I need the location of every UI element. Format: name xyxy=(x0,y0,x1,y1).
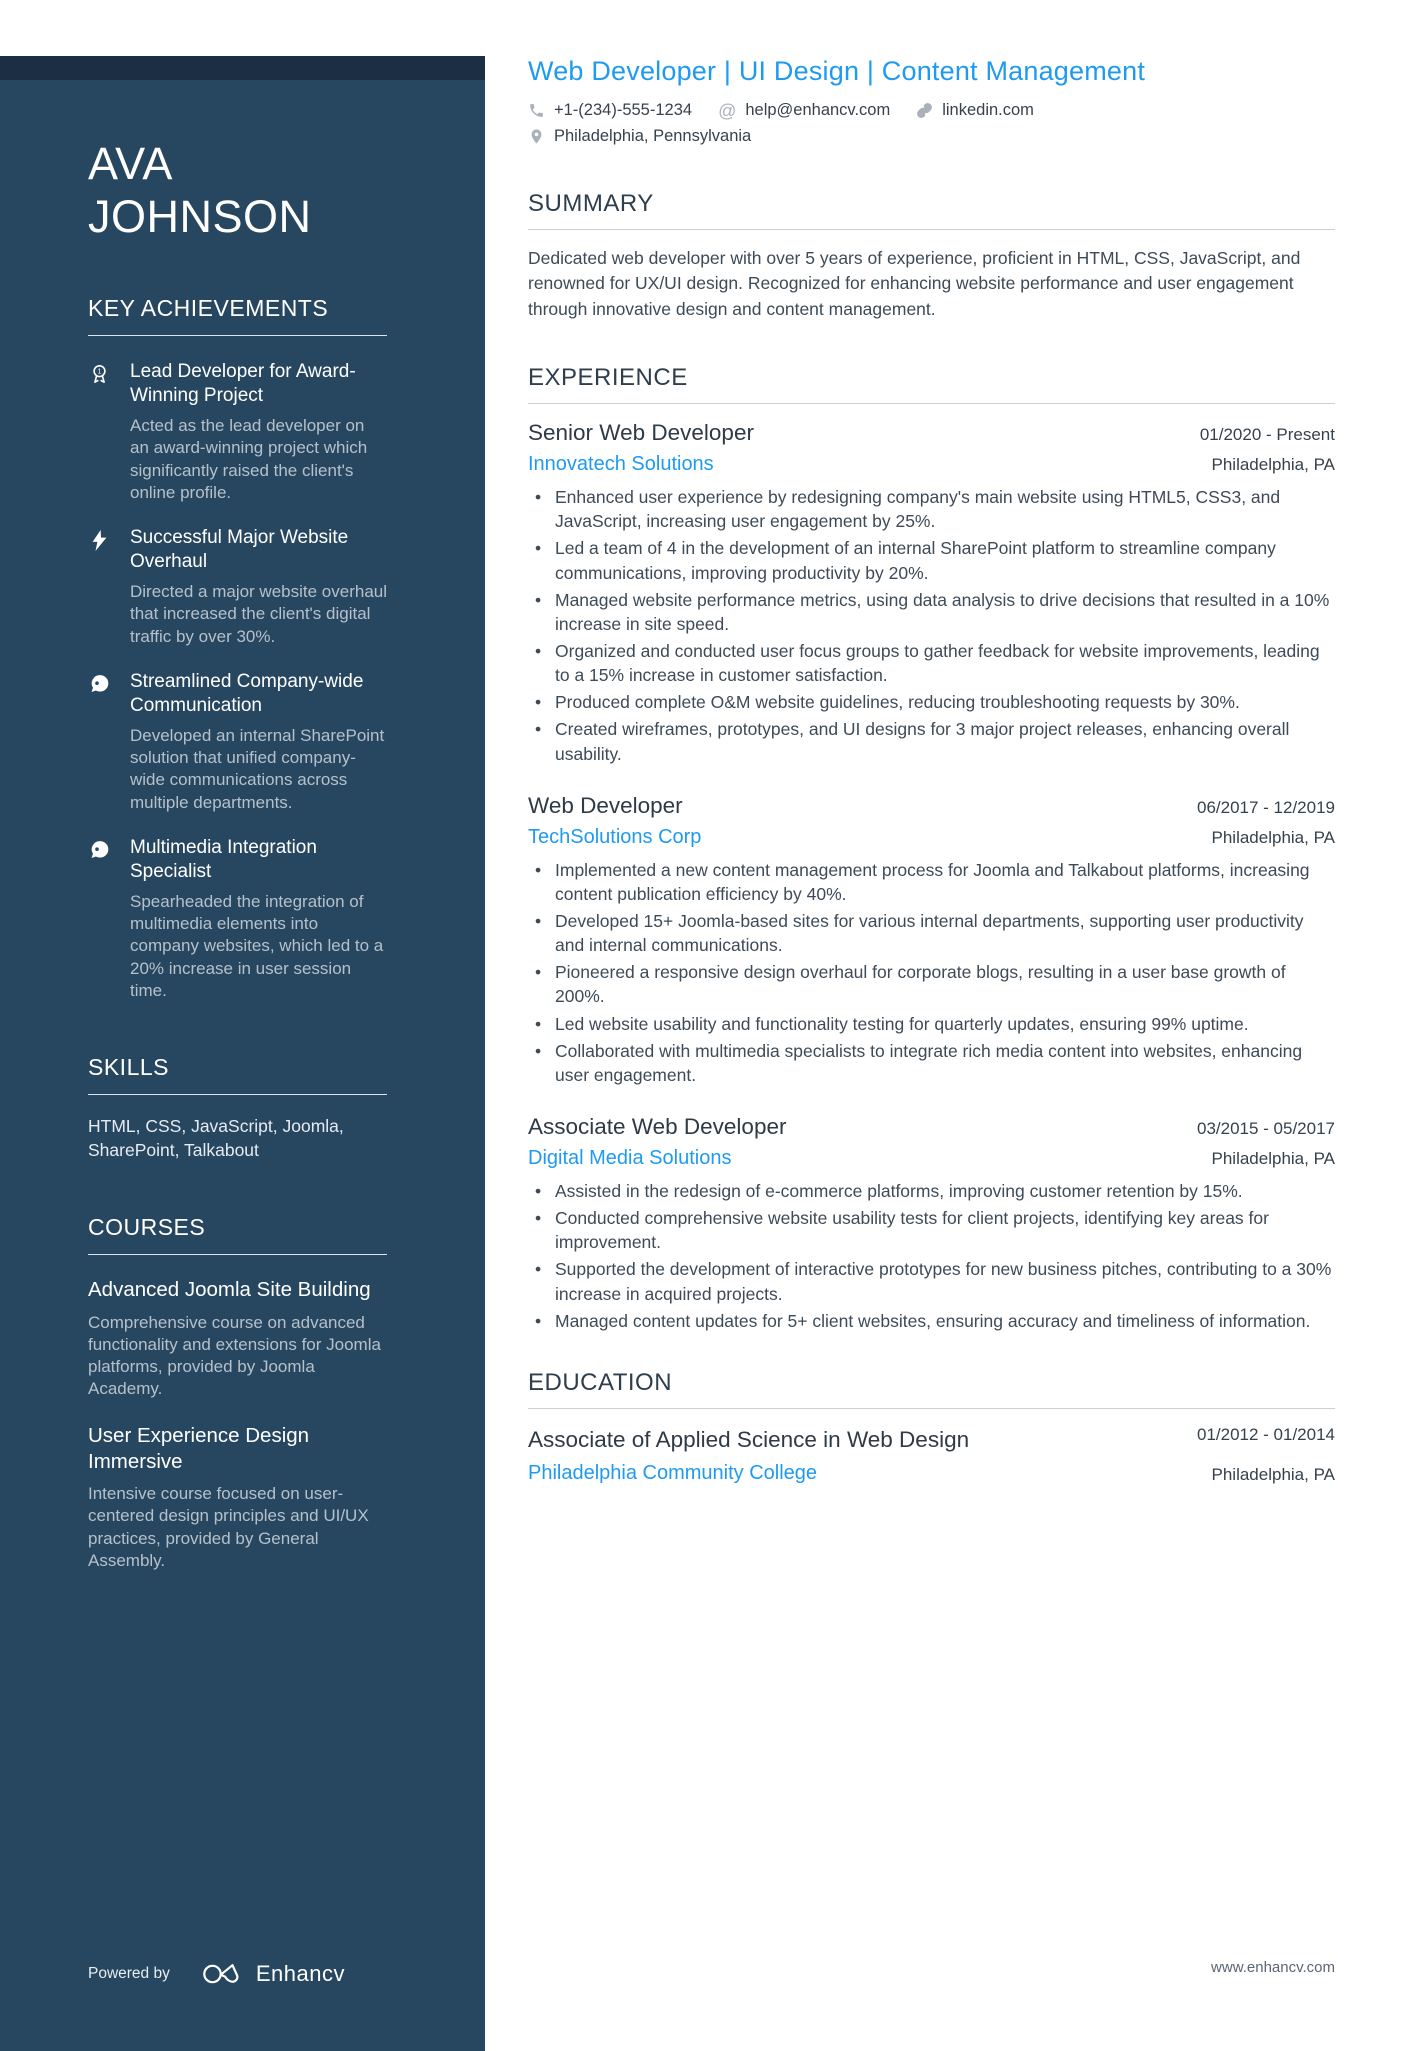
linkedin-item[interactable] xyxy=(916,101,1034,120)
courses-heading: COURSES xyxy=(88,1214,387,1255)
bullet-item: • Pioneered a responsive design overhaul for corporate blogs, resulting in a user base growth of 200%. xyxy=(528,960,1335,1008)
company-name: TechSolutions Corp xyxy=(528,825,702,848)
bullet-item: • Created wireframes, prototypes, and UI designs for 3 major project releases, enhancing overall usability. xyxy=(528,717,1335,765)
bullet-item: • Collaborated with multimedia specialists to integrate rich media content into websites, enhancing user engagement. xyxy=(528,1039,1335,1087)
role-title: Web Developer xyxy=(528,792,683,818)
person-name-line2: JOHNSON xyxy=(88,190,312,242)
linkedin-link[interactable]: linkedin.com xyxy=(942,101,1034,119)
bullet-item: • Enhanced user experience by redesigning company's main website using HTML5, CSS3, and JavaScript, increasing user engagement by 25%. xyxy=(528,485,1335,533)
achievement-item xyxy=(88,670,387,814)
section-divider xyxy=(528,403,1335,404)
site-link[interactable]: www.enhancv.com xyxy=(1211,1959,1335,1976)
entry-location: Philadelphia, PA xyxy=(1211,1465,1335,1485)
company-name: Innovatech Solutions xyxy=(528,453,714,476)
section-divider xyxy=(528,1408,1335,1409)
link-icon xyxy=(916,102,933,119)
powered-by-label: Powered by xyxy=(88,1965,170,1982)
medal-icon xyxy=(88,360,113,504)
achievement-item xyxy=(88,360,387,504)
course-title: Advanced Joomla Site Building xyxy=(88,1278,371,1302)
achievement-title: Streamlined Company-wide Communication xyxy=(130,670,364,716)
date-range: 03/2015 - 05/2017 xyxy=(1196,1118,1335,1138)
summary-section xyxy=(528,190,1335,322)
date-range: 01/2020 - Present xyxy=(1199,425,1335,445)
bullet-item: • Assisted in the redesign of e-commerce platforms, improving customer retention by 15%. xyxy=(528,1179,1335,1203)
entry-location: Philadelphia, PA xyxy=(1211,1148,1335,1168)
course-title: User Experience Design Immersive xyxy=(88,1423,310,1473)
skills-list: HTML, CSS, JavaScript, Joomla, SharePoint, Talkabout xyxy=(88,1116,344,1160)
achievement-title: Successful Major Website Overhaul xyxy=(130,527,349,573)
entry-location: Philadelphia, PA xyxy=(1211,827,1335,847)
location: Philadelphia, Pennsylvania xyxy=(554,127,752,145)
experience-entry xyxy=(528,420,1335,766)
role-title: Senior Web Developer xyxy=(528,420,754,446)
achievement-title: Multimedia Integration Specialist xyxy=(130,836,317,882)
bullet-list xyxy=(528,1179,1335,1333)
education-entry xyxy=(528,1425,1335,1485)
skills-heading: SKILLS xyxy=(88,1054,387,1095)
at-icon: @ xyxy=(718,100,737,121)
experience-entry xyxy=(528,793,1335,1087)
bullet-item: • Led a team of 4 in the development of an internal SharePoint platform to streamline company communications, improving productivity by 20%. xyxy=(528,536,1335,584)
bullet-item: • Managed content updates for 5+ client websites, ensuring accuracy and timeliness of information. xyxy=(528,1309,1335,1333)
bullet-list xyxy=(528,858,1335,1087)
person-name-line1: AVA xyxy=(88,138,173,189)
education-heading: EDUCATION xyxy=(528,1368,673,1396)
bullet-list xyxy=(528,485,1335,766)
resume-main xyxy=(485,56,1410,1485)
section-divider xyxy=(528,229,1335,230)
email[interactable]: help@enhancv.com xyxy=(745,101,891,119)
date-range: 01/2012 - 01/2014 xyxy=(1196,1424,1335,1444)
key-achievements-heading: KEY ACHIEVEMENTS xyxy=(88,295,387,336)
experience-entry xyxy=(528,1114,1335,1333)
course-description: Comprehensive course on advanced functionality and extensions for Joomla platforms, provided by Joomla Academy. xyxy=(88,1312,381,1399)
achievement-item xyxy=(88,836,387,1002)
location-item xyxy=(528,127,751,146)
summary-text: Dedicated web developer with over 5 years of experience, proficient in HTML, CSS, JavaScript, and renowned for UX/UI design. Recognized for enhancing website performance and user engagement through innovative design and content management. xyxy=(528,248,1301,319)
school-name: Philadelphia Community College xyxy=(528,1462,818,1485)
experience-section xyxy=(528,364,1335,1333)
person-name xyxy=(88,138,387,243)
achievement-item xyxy=(88,526,387,648)
achievement-description: Developed an internal SharePoint solution that unified company-wide communications across multiple departments. xyxy=(130,725,385,812)
powered-by-footer xyxy=(88,1961,387,1987)
email-item[interactable] xyxy=(718,101,890,120)
sidebar xyxy=(0,56,485,2051)
achievements-list xyxy=(88,360,387,1024)
role-title: Associate Web Developer xyxy=(528,1113,787,1139)
achievement-description: Spearheaded the integration of multimedia elements into company websites, which led to a 20% increase in user session time. xyxy=(130,891,384,1000)
achievement-title: Lead Developer for Award-Winning Project xyxy=(130,361,356,407)
bullet-item: • Produced complete O&M website guidelines, reducing troubleshooting requests by 30%. xyxy=(528,690,1335,714)
bullet-item: • Implemented a new content management process for Joomla and Talkabout platforms, increasing content publication efficiency by 40%. xyxy=(528,858,1335,906)
resume-headline: Web Developer | UI Design | Content Management xyxy=(528,56,1146,86)
svg-text:1: 1 xyxy=(97,367,102,376)
phone-number: +1-(234)-555-1234 xyxy=(554,101,693,119)
location-row xyxy=(528,127,1335,146)
course-item xyxy=(88,1423,387,1573)
sidebar-content xyxy=(0,80,485,2051)
bullet-item: • Organized and conducted user focus groups to gather feedback for website improvements, leading to a 15% increase in customer satisfaction. xyxy=(528,639,1335,687)
bullet-item: • Led website usability and functionality testing for quarterly updates, ensuring 99% uptime. xyxy=(528,1012,1335,1036)
company-name: Digital Media Solutions xyxy=(528,1146,732,1169)
head-icon xyxy=(88,670,113,814)
bullet-item: • Developed 15+ Joomla-based sites for various internal departments, supporting user productivity and internal communications. xyxy=(528,909,1335,957)
contact-row xyxy=(528,101,1335,120)
course-item xyxy=(88,1277,387,1400)
enhancv-logo-icon[interactable] xyxy=(202,1961,244,1987)
bullet-item: • Supported the development of interactive prototypes for new business pitches, contributing to a 30% increase in acquired projects. xyxy=(528,1257,1335,1305)
achievement-description: Directed a major website overhaul that increased the client's digital traffic by over 30%. xyxy=(130,582,388,646)
phone-item xyxy=(528,101,692,120)
lightning-icon xyxy=(88,526,113,648)
entry-location: Philadelphia, PA xyxy=(1211,455,1335,475)
enhancv-brand[interactable]: Enhancv xyxy=(255,1961,345,1986)
head-icon xyxy=(88,836,113,1002)
summary-heading: SUMMARY xyxy=(528,190,654,217)
achievement-description: Acted as the lead developer on an award-winning project which significantly raised the client's online profile. xyxy=(130,416,368,502)
date-range: 06/2017 - 12/2019 xyxy=(1196,797,1335,817)
sidebar-top-strip xyxy=(0,56,485,80)
education-section xyxy=(528,1369,1335,1485)
course-description: Intensive course focused on user-centered design principles and UI/UX practices, provided by General Assembly. xyxy=(88,1484,369,1570)
pin-icon xyxy=(528,128,545,145)
phone-icon xyxy=(528,102,545,119)
experience-heading: EXPERIENCE xyxy=(528,364,688,392)
bullet-item: • Managed website performance metrics, using data analysis to drive decisions that resulted in a 10% increase in site speed. xyxy=(528,588,1335,636)
degree-title: Associate of Applied Science in Web Design xyxy=(528,1426,970,1452)
bullet-item: • Conducted comprehensive website usability tests for client projects, identifying key areas for improvement. xyxy=(528,1206,1335,1254)
